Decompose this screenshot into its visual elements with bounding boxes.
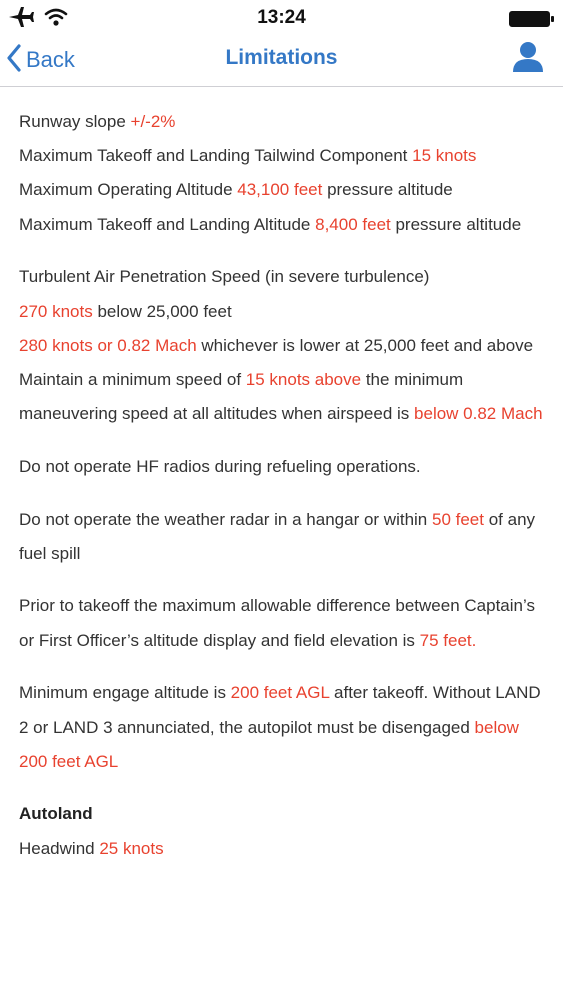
status-bar (0, 0, 563, 36)
text: Do not operate HF radios during refueling operations. (19, 456, 421, 476)
text: pressure altitude (322, 180, 453, 200)
highlight-value: 15 knots (412, 146, 477, 166)
paragraph-weather-radar (19, 503, 549, 571)
battery-icon (509, 11, 555, 27)
paragraph-altitude-display (19, 589, 549, 657)
paragraph-autopilot (19, 676, 549, 779)
text: Maintain a minimum speed of (19, 369, 246, 389)
highlight-value: +/-2% (130, 112, 176, 131)
highlight-value: 75 feet. (419, 630, 477, 650)
highlight-value: 25 knots (99, 838, 164, 858)
highlight-value: 270 knots (19, 301, 93, 321)
chevron-left-icon (6, 44, 22, 77)
profile-icon[interactable] (511, 40, 545, 74)
text: Prior to takeoff the maximum allowable difference between Captain’s or First Officer’s altitude display and field elevation is (19, 596, 535, 650)
text: the minimum maneuvering speed at all altitudes when airspeed is (19, 369, 464, 424)
text: Minimum engage altitude is (19, 683, 231, 703)
paragraph-turbulence (19, 260, 549, 431)
text: Maximum Takeoff and Landing Tailwind Component (19, 146, 413, 166)
text: Headwind (19, 838, 100, 858)
highlight-value: 15 knots above (245, 369, 362, 389)
text: of any fuel spill (19, 509, 536, 563)
text: Maximum Takeoff and Landing Altitude (19, 214, 316, 234)
paragraph-hf-radios (19, 450, 549, 484)
paragraph-runway-limits (19, 105, 549, 242)
highlight-value: 200 feet AGL (230, 683, 330, 703)
status-time: 13:24 (257, 7, 306, 28)
nav-bar (0, 36, 563, 87)
text: Runway slope (19, 112, 131, 131)
highlight-value: 280 knots or 0.82 Mach (19, 335, 197, 355)
page-title: Limitations (225, 46, 338, 69)
text: below 25,000 feet (92, 301, 232, 321)
back-button[interactable] (6, 40, 75, 80)
highlight-value: 43,100 feet (237, 180, 323, 200)
paragraph-autoland (19, 797, 549, 865)
text: after takeoff. Without LAND 2 or LAND 3 annunciated, the autopilot must be disengaged (19, 683, 541, 737)
limitations-content (19, 105, 549, 884)
highlight-value: 8,400 feet (315, 214, 391, 234)
back-label: Back (26, 47, 75, 72)
text: whichever is lower at 25,000 feet and above (196, 335, 534, 355)
text: pressure altitude (390, 214, 522, 234)
text: Maximum Operating Altitude (19, 180, 238, 200)
highlight-value: 50 feet (431, 509, 484, 529)
highlight-value: below 0.82 Mach (414, 404, 543, 424)
section-heading-autoland: Autoland (19, 804, 93, 824)
text: Do not operate the weather radar in a hangar or within (19, 509, 432, 529)
highlight-value: below 200 feet AGL (19, 717, 519, 771)
text: Turbulent Air Penetration Speed (in severe turbulence) (19, 267, 430, 287)
